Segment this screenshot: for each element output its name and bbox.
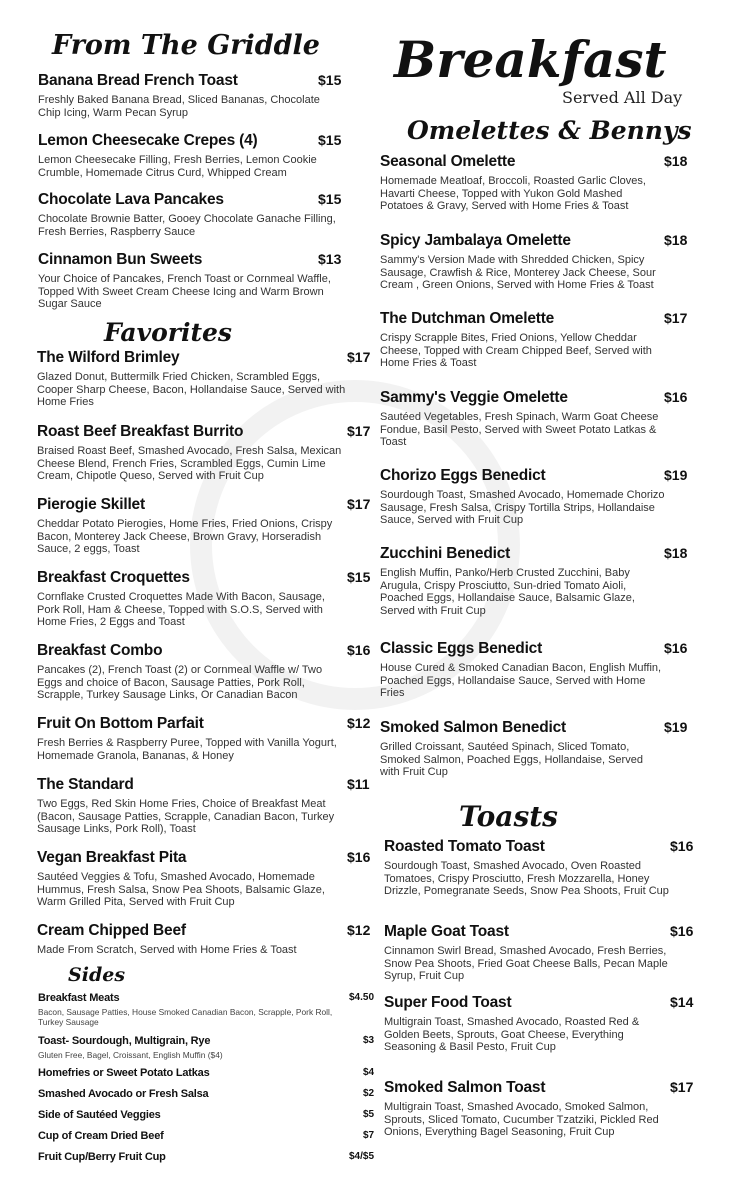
item-price: $17 [664, 310, 688, 326]
side-price: $4 [363, 1067, 375, 1078]
side-price: $5 [363, 1109, 375, 1120]
item-name: Sammy's Veggie Omelette [380, 389, 568, 406]
item-desc: Glazed Donut, Buttermilk Fried Chicken, Scrambled Eggs, Cooper Sharp Cheese, Bacon, Hollandaise Sauce, Served with Home Fries [37, 371, 346, 409]
item-price: $15 [318, 191, 342, 207]
side-name: Smashed Avocado or Fresh Salsa [38, 1088, 209, 1100]
side-name: Homefries or Sweet Potato Latkas [38, 1067, 210, 1079]
item-name: Pierogie Skillet [37, 496, 145, 513]
menu-item [38, 72, 342, 119]
side-desc: Bacon, Sausage Patties, House Smoked Canadian Bacon, Scrapple, Pork Roll, Turkey Sausage [38, 1007, 333, 1027]
item-desc: Two Eggs, Red Skin Home Fries, Choice of Breakfast Meat (Bacon, Sausage Patties, Scrapple, Canadian Bacon, Turkey Sausage Links, Pork Roll), Toast [37, 798, 335, 836]
item-desc: Multigrain Toast, Smashed Avocado, Roasted Red & Golden Beets, Sprouts, Goat Cheese, Everything Seasoning & Basil Pesto, Fruit Cup [384, 1016, 640, 1054]
item-name: Chocolate Lava Pancakes [38, 191, 224, 208]
item-name: Chorizo Eggs Benedict [380, 467, 546, 484]
item-desc: Grilled Croissant, Sautéed Spinach, Sliced Tomato, Smoked Salmon, Poached Eggs, Hollandaise, Served with Fruit Cup [380, 741, 643, 779]
item-desc: English Muffin, Panko/Herb Crusted Zucchini, Baby Arugula, Crispy Prosciutto, Sun-dried Tomato Aioli, Poached Eggs, Hollandaise Sauce, Balsamic Glaze, Served with Fruit Cup [380, 567, 635, 617]
item-price: $18 [664, 232, 688, 248]
menu-item [38, 132, 342, 179]
item-name: Roast Beef Breakfast Burrito [37, 423, 244, 440]
menu-item [37, 423, 372, 483]
side-price: $4/$5 [349, 1151, 375, 1162]
item-name: Zucchini Benedict [380, 545, 511, 562]
side-item [38, 1035, 373, 1060]
item-price: $17 [347, 423, 371, 439]
item-name: Smoked Salmon Benedict [380, 719, 566, 736]
menu-item [37, 496, 372, 556]
item-name: Maple Goat Toast [384, 923, 509, 940]
item-price: $14 [670, 994, 694, 1010]
item-desc: House Cured & Smoked Canadian Bacon, English Muffin, Poached Eggs, Hollandaise Sauce, Served with Home Fries [380, 662, 662, 700]
side-item [38, 1088, 373, 1100]
menu-item [384, 923, 719, 983]
item-price: $16 [664, 389, 688, 405]
menu-item [380, 153, 705, 213]
item-desc: Crispy Scrapple Bites, Fried Onions, Yellow Cheddar Cheese, Topped with Cream Chipped Beef, Served with Home Fries & Toast [380, 332, 652, 370]
side-item [38, 1067, 373, 1079]
side-price: $2 [363, 1088, 375, 1099]
item-price: $17 [670, 1079, 694, 1095]
menu-item [37, 642, 372, 702]
item-price: $19 [664, 467, 688, 483]
side-item [38, 1151, 373, 1163]
item-name: Smoked Salmon Toast [384, 1079, 546, 1096]
item-desc: Pancakes (2), French Toast (2) or Cornmeal Waffle w/ Two Eggs and choice of Bacon, Sausage Patties, Pork Roll, Scrapple, Turkey Sausage Links, Or Canadian Bacon [37, 664, 323, 702]
menu-item [380, 310, 705, 370]
item-price: $16 [664, 640, 688, 656]
side-name: Side of Sautéed Veggies [38, 1109, 161, 1121]
item-desc: Braised Roast Beef, Smashed Avocado, Fresh Salsa, Mexican Cheese Blend, French Fries, Scrambled Eggs, Cumin Lime Cream, Chipotle Queso, Served with Fruit Cup [37, 445, 342, 483]
side-name: Fruit Cup/Berry Fruit Cup [38, 1151, 166, 1163]
item-name: Super Food Toast [384, 994, 512, 1011]
menu-item [380, 232, 705, 292]
item-price: $16 [670, 838, 694, 854]
item-price: $13 [318, 251, 342, 267]
menu-item [380, 545, 705, 617]
griddle-heading: From The Griddle [52, 30, 320, 61]
item-price: $12 [347, 715, 371, 731]
item-name: The Dutchman Omelette [380, 310, 555, 327]
item-desc: Your Choice of Pancakes, French Toast or Cornmeal Waffle, Topped With Sweet Cream Cheese Icing and Warm Brown Sugar Sauce [38, 273, 331, 311]
side-price: $7 [363, 1130, 375, 1141]
item-price: $11 [347, 776, 370, 792]
item-name: Vegan Breakfast Pita [37, 849, 187, 866]
menu-item [380, 719, 705, 779]
item-price: $16 [670, 923, 694, 939]
item-price: $17 [347, 496, 371, 512]
item-name: The Standard [37, 776, 134, 793]
item-price: $15 [318, 132, 342, 148]
item-name: Banana Bread French Toast [38, 72, 238, 89]
item-name: Lemon Cheesecake Crepes (4) [38, 132, 258, 149]
item-desc: Sourdough Toast, Smashed Avocado, Homemade Chorizo Sausage, Fresh Salsa, Crispy Tortilla Strips, Hollandaise Sauce, Served with Fruit Cup [380, 489, 665, 527]
item-desc: Sourdough Toast, Smashed Avocado, Oven Roasted Tomatoes, Crispy Prosciutto, Fresh Mozzarella, Honey Drizzle, Pomegranate Seeds, Snow Pea Shoots, Fruit Cup [384, 860, 669, 898]
side-item [38, 1109, 373, 1121]
item-desc: Homemade Meatloaf, Broccoli, Roasted Garlic Cloves, Havarti Cheese, Topped with Yukon Gold Mashed Potatoes & Gravy, Served with Home Fries & Toast [380, 175, 646, 213]
sides-heading: Sides [68, 964, 126, 986]
item-name: Cream Chipped Beef [37, 922, 186, 939]
item-name: Classic Eggs Benedict [380, 640, 543, 657]
side-name: Cup of Cream Dried Beef [38, 1130, 164, 1142]
menu-item [380, 389, 705, 449]
side-desc: Gluten Free, Bagel, Croissant, English Muffin ($4) [38, 1050, 223, 1060]
breakfast-subtitle: Served All Day [562, 88, 683, 107]
item-desc: Cinnamon Swirl Bread, Smashed Avocado, Fresh Berries, Snow Pea Shoots, Fried Goat Cheese Balls, Pecan Maple Syrup, Fruit Cup [384, 945, 668, 983]
menu-item [37, 922, 372, 957]
menu-item [38, 191, 342, 238]
side-name: Breakfast Meats [38, 992, 120, 1004]
item-price: $16 [347, 849, 371, 865]
item-desc: Multigrain Toast, Smashed Avocado, Smoked Salmon, Sprouts, Sliced Tomato, Cucumber Tzatziki, Pickled Red Onions, Everything Bagel Seasoning, Fruit Cup [384, 1101, 659, 1139]
item-price: $16 [347, 642, 371, 658]
item-price: $15 [347, 569, 371, 585]
breakfast-title: Breakfast [394, 30, 667, 89]
item-name: Seasonal Omelette [380, 153, 516, 170]
item-name: Roasted Tomato Toast [384, 838, 545, 855]
item-desc: Fresh Berries & Raspberry Puree, Topped with Vanilla Yogurt, Homemade Granola, Bananas, & Honey [37, 737, 337, 762]
menu-item [380, 640, 705, 700]
omelettes-heading: Omelettes & Bennys [407, 116, 692, 145]
menu-item [384, 838, 719, 898]
menu-item [384, 1079, 719, 1139]
item-price: $19 [664, 719, 688, 735]
item-desc: Sautéed Vegetables, Fresh Spinach, Warm Goat Cheese Fondue, Basil Pesto, Served with Sweet Potato Latkas & Toast [380, 411, 659, 449]
item-desc: Chocolate Brownie Batter, Gooey Chocolate Ganache Filling, Fresh Berries, Raspberry Sauce [38, 213, 336, 238]
menu-item [384, 994, 719, 1054]
menu-item [37, 849, 372, 909]
item-desc: Made From Scratch, Served with Home Fries & Toast [37, 944, 297, 956]
toasts-heading: Toasts [459, 800, 558, 833]
item-desc: Lemon Cheesecake Filling, Fresh Berries, Lemon Cookie Crumble, Homemade Citrus Curd, Whipped Cream [38, 154, 317, 179]
item-desc: Freshly Baked Banana Bread, Sliced Bananas, Chocolate Chip Icing, Warm Pecan Syrup [38, 94, 320, 119]
side-item [38, 992, 373, 1027]
side-item [38, 1130, 373, 1142]
menu-item [37, 349, 372, 409]
side-name: Toast- Sourdough, Multigrain, Rye [38, 1035, 211, 1047]
item-price: $18 [664, 545, 688, 561]
item-desc: Cornflake Crusted Croquettes Made With Bacon, Sausage, Pork Roll, Ham & Cheese, Topped with S.O.S, Served with Home Fries, 2 Eggs and Toast [37, 591, 325, 629]
menu-item [37, 569, 372, 629]
menu-item [38, 251, 342, 311]
menu-item [37, 715, 372, 762]
item-desc: Sautéed Veggies & Tofu, Smashed Avocado, Homemade Hummus, Fresh Salsa, Snow Pea Shoots, Balsamic Glaze, Warm Grilled Pita, Served with Fruit Cup [37, 871, 325, 909]
item-price: $18 [664, 153, 688, 169]
favorites-heading: Favorites [104, 318, 232, 347]
item-desc: Sammy's Version Made with Shredded Chicken, Spicy Sausage, Crawfish & Rice, Monterey Jack Cheese, Sour Cream , Green Onions, Served with Home Fries & Toast [380, 254, 656, 292]
item-name: Cinnamon Bun Sweets [38, 251, 203, 268]
item-name: Fruit On Bottom Parfait [37, 715, 204, 732]
menu-item [380, 467, 705, 527]
item-name: Breakfast Croquettes [37, 569, 190, 586]
side-price: $4.50 [349, 992, 375, 1003]
item-name: The Wilford Brimley [37, 349, 180, 366]
item-desc: Cheddar Potato Pierogies, Home Fries, Fried Onions, Crispy Bacon, Monterey Jack Cheese, Brown Gravy, Horseradish Sauce, 2 eggs, Toast [37, 518, 333, 556]
item-name: Breakfast Combo [37, 642, 163, 659]
side-price: $3 [363, 1035, 375, 1046]
item-price: $15 [318, 72, 342, 88]
item-name: Spicy Jambalaya Omelette [380, 232, 571, 249]
item-price: $12 [347, 922, 371, 938]
item-price: $17 [347, 349, 371, 365]
menu-item [37, 776, 372, 836]
